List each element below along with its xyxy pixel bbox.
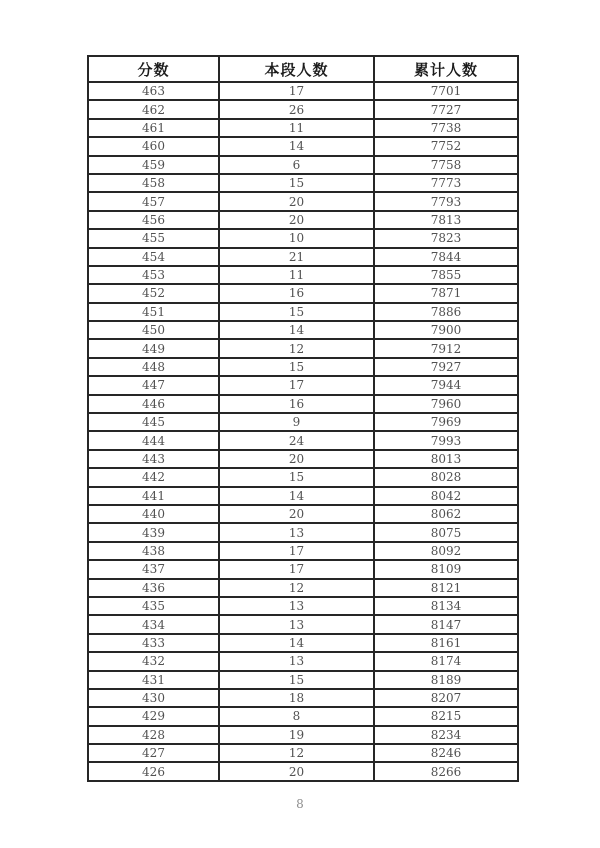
table-row <box>88 431 518 449</box>
table-row <box>88 468 518 486</box>
score-cell: 460 <box>88 137 219 155</box>
segment-count-cell: 15 <box>219 671 374 689</box>
cumulative-count-cell: 7944 <box>374 376 518 394</box>
segment-count-cell: 17 <box>219 376 374 394</box>
page-number: 8 <box>296 797 304 811</box>
cumulative-count-cell: 7738 <box>374 119 518 137</box>
cumulative-count-cell: 8134 <box>374 597 518 615</box>
segment-count-cell: 17 <box>219 82 374 100</box>
cumulative-count-cell: 8062 <box>374 505 518 523</box>
table-row <box>88 615 518 633</box>
cumulative-count-cell: 8042 <box>374 487 518 505</box>
cumulative-count-cell: 7727 <box>374 100 518 118</box>
cumulative-count-cell: 7993 <box>374 431 518 449</box>
segment-count-cell: 8 <box>219 707 374 725</box>
cumulative-count-cell: 7900 <box>374 321 518 339</box>
score-cell: 461 <box>88 119 219 137</box>
score-cell: 426 <box>88 762 219 780</box>
table-row <box>88 395 518 413</box>
score-cell: 440 <box>88 505 219 523</box>
segment-count-cell: 20 <box>219 762 374 780</box>
table-row <box>88 82 518 100</box>
cumulative-count-cell: 7758 <box>374 156 518 174</box>
segment-count-cell: 20 <box>219 211 374 229</box>
cumulative-count-cell: 8075 <box>374 523 518 541</box>
table-row <box>88 671 518 689</box>
score-cell: 456 <box>88 211 219 229</box>
cumulative-count-cell: 7813 <box>374 211 518 229</box>
score-cell: 457 <box>88 192 219 210</box>
table-row <box>88 100 518 118</box>
cumulative-count-cell: 8234 <box>374 726 518 744</box>
score-cell: 428 <box>88 726 219 744</box>
table-row <box>88 413 518 431</box>
score-cell: 443 <box>88 450 219 468</box>
score-cell: 455 <box>88 229 219 247</box>
segment-count-cell: 12 <box>219 579 374 597</box>
segment-count-cell: 15 <box>219 468 374 486</box>
segment-count-cell: 15 <box>219 174 374 192</box>
table-row <box>88 744 518 762</box>
score-cell: 454 <box>88 248 219 266</box>
table-row <box>88 284 518 302</box>
cumulative-count-cell: 8266 <box>374 762 518 780</box>
segment-count-cell: 12 <box>219 339 374 357</box>
table-row <box>88 689 518 707</box>
segment-count-cell: 6 <box>219 156 374 174</box>
cumulative-count-cell: 7871 <box>374 284 518 302</box>
table-row <box>88 707 518 725</box>
segment-count-cell: 15 <box>219 358 374 376</box>
score-cell: 448 <box>88 358 219 376</box>
cumulative-count-cell: 7855 <box>374 266 518 284</box>
cumulative-count-cell: 8147 <box>374 615 518 633</box>
score-cell: 446 <box>88 395 219 413</box>
score-cell: 452 <box>88 284 219 302</box>
segment-count-cell: 11 <box>219 119 374 137</box>
score-cell: 438 <box>88 542 219 560</box>
header-row <box>88 56 518 82</box>
table-row <box>88 174 518 192</box>
table-row <box>88 248 518 266</box>
cumulative-count-cell: 7960 <box>374 395 518 413</box>
table-row <box>88 634 518 652</box>
header-segment-count: 本段人数 <box>219 56 374 82</box>
cumulative-count-cell: 8092 <box>374 542 518 560</box>
table-row <box>88 339 518 357</box>
score-distribution-table <box>87 55 519 782</box>
score-cell: 441 <box>88 487 219 505</box>
score-cell: 447 <box>88 376 219 394</box>
segment-count-cell: 13 <box>219 615 374 633</box>
header-score: 分数 <box>88 56 219 82</box>
segment-count-cell: 17 <box>219 560 374 578</box>
score-cell: 436 <box>88 579 219 597</box>
segment-count-cell: 21 <box>219 248 374 266</box>
cumulative-count-cell: 8174 <box>374 652 518 670</box>
table-row <box>88 762 518 780</box>
table-row <box>88 652 518 670</box>
score-cell: 427 <box>88 744 219 762</box>
table-row <box>88 487 518 505</box>
table-row <box>88 266 518 284</box>
table-row <box>88 597 518 615</box>
cumulative-count-cell: 8109 <box>374 560 518 578</box>
cumulative-count-cell: 7701 <box>374 82 518 100</box>
table-row <box>88 579 518 597</box>
score-cell: 459 <box>88 156 219 174</box>
table-row <box>88 321 518 339</box>
header-cumulative-count: 累计人数 <box>374 56 518 82</box>
table-row <box>88 137 518 155</box>
cumulative-count-cell: 7886 <box>374 303 518 321</box>
segment-count-cell: 12 <box>219 744 374 762</box>
segment-count-cell: 10 <box>219 229 374 247</box>
table-body <box>88 82 518 781</box>
score-cell: 434 <box>88 615 219 633</box>
segment-count-cell: 13 <box>219 597 374 615</box>
table-row <box>88 156 518 174</box>
cumulative-count-cell: 7773 <box>374 174 518 192</box>
score-cell: 435 <box>88 597 219 615</box>
score-cell: 430 <box>88 689 219 707</box>
score-cell: 442 <box>88 468 219 486</box>
segment-count-cell: 14 <box>219 634 374 652</box>
table-row <box>88 303 518 321</box>
segment-count-cell: 9 <box>219 413 374 431</box>
cumulative-count-cell: 8028 <box>374 468 518 486</box>
segment-count-cell: 20 <box>219 192 374 210</box>
score-cell: 444 <box>88 431 219 449</box>
score-cell: 432 <box>88 652 219 670</box>
segment-count-cell: 14 <box>219 487 374 505</box>
table-row <box>88 192 518 210</box>
cumulative-count-cell: 8161 <box>374 634 518 652</box>
table-row <box>88 358 518 376</box>
score-cell: 445 <box>88 413 219 431</box>
score-cell: 462 <box>88 100 219 118</box>
segment-count-cell: 26 <box>219 100 374 118</box>
table-row <box>88 376 518 394</box>
segment-count-cell: 13 <box>219 652 374 670</box>
cumulative-count-cell: 8121 <box>374 579 518 597</box>
segment-count-cell: 17 <box>219 542 374 560</box>
cumulative-count-cell: 8215 <box>374 707 518 725</box>
cumulative-count-cell: 7969 <box>374 413 518 431</box>
segment-count-cell: 18 <box>219 689 374 707</box>
table-row <box>88 505 518 523</box>
segment-count-cell: 19 <box>219 726 374 744</box>
score-cell: 451 <box>88 303 219 321</box>
table-row <box>88 560 518 578</box>
segment-count-cell: 20 <box>219 505 374 523</box>
segment-count-cell: 15 <box>219 303 374 321</box>
segment-count-cell: 20 <box>219 450 374 468</box>
table-row <box>88 726 518 744</box>
cumulative-count-cell: 7844 <box>374 248 518 266</box>
cumulative-count-cell: 8189 <box>374 671 518 689</box>
cumulative-count-cell: 7752 <box>374 137 518 155</box>
cumulative-count-cell: 8013 <box>374 450 518 468</box>
segment-count-cell: 14 <box>219 137 374 155</box>
score-cell: 433 <box>88 634 219 652</box>
score-cell: 439 <box>88 523 219 541</box>
segment-count-cell: 13 <box>219 523 374 541</box>
segment-count-cell: 24 <box>219 431 374 449</box>
segment-count-cell: 16 <box>219 395 374 413</box>
score-cell: 463 <box>88 82 219 100</box>
table-row <box>88 119 518 137</box>
segment-count-cell: 14 <box>219 321 374 339</box>
cumulative-count-cell: 7927 <box>374 358 518 376</box>
score-cell: 431 <box>88 671 219 689</box>
score-cell: 449 <box>88 339 219 357</box>
table-row <box>88 229 518 247</box>
table-row <box>88 211 518 229</box>
score-cell: 458 <box>88 174 219 192</box>
score-cell: 453 <box>88 266 219 284</box>
table-row <box>88 450 518 468</box>
cumulative-count-cell: 8246 <box>374 744 518 762</box>
cumulative-count-cell: 7793 <box>374 192 518 210</box>
score-cell: 450 <box>88 321 219 339</box>
table-row <box>88 523 518 541</box>
segment-count-cell: 11 <box>219 266 374 284</box>
cumulative-count-cell: 7912 <box>374 339 518 357</box>
cumulative-count-cell: 7823 <box>374 229 518 247</box>
score-cell: 429 <box>88 707 219 725</box>
segment-count-cell: 16 <box>219 284 374 302</box>
score-cell: 437 <box>88 560 219 578</box>
table-row <box>88 542 518 560</box>
cumulative-count-cell: 8207 <box>374 689 518 707</box>
